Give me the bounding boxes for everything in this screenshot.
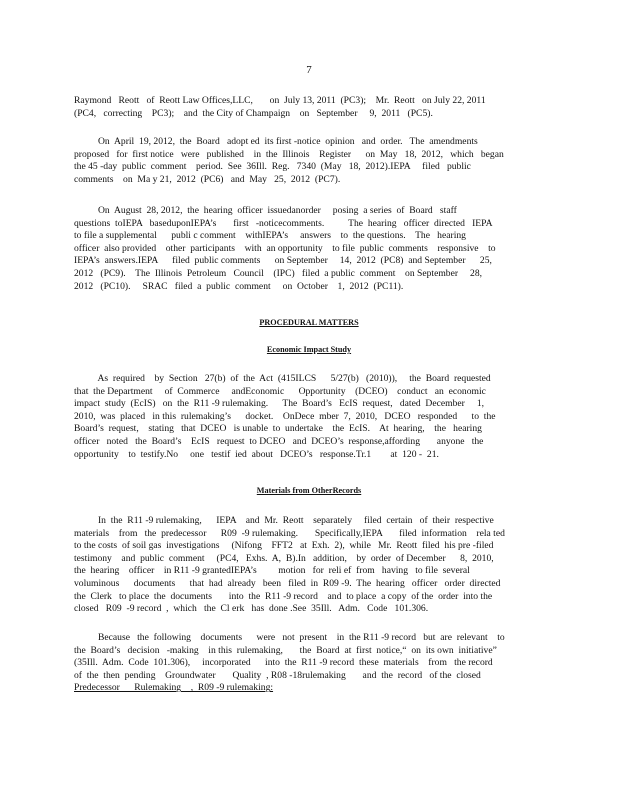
text-line: On April 19, 2012, the Board adopt ed its first -notice opinion and order. The amendments (74, 136, 478, 147)
text-line: the hearing officer in R11 -9 grantedIEPA’s motion for reli ef from having to file several (74, 565, 470, 577)
paragraph-hearing-officer-questions (74, 205, 544, 293)
text-line: the Clerk to place the documents into the R11 -9 record and to place a copy of the order into the (74, 590, 493, 602)
text-line: impact study (EcIS) on the R11 -9 rulemaking. The Board’s EcIS request, dated December 1, (74, 398, 485, 410)
paragraph-incorporated-documents (74, 632, 544, 695)
text-line: (35Ill. Adm. Code 101.306), incorporated into the R11 -9 record these materials from the record (74, 657, 493, 669)
text-line: materials from the predecessor R09 -9 rulemaking. Specifically,IEPA filed information rela ted (74, 527, 505, 539)
text-line: of the then pending Groundwater Quality , R08 -18rulemaking and the record of the closed (74, 669, 481, 681)
text-line: to file a supplemental publi c comment withIEPA’s answers to the questions. The hearing (74, 230, 466, 242)
paragraph-public-comments-continued (74, 95, 544, 120)
heading-procedural-matters (0, 318, 618, 327)
text-line: the Board’s decision -making in this rulemaking, the Board at first notice,“ on its own initiative” (74, 644, 497, 656)
text-line: Predecessor Rulemaking , R09 -9 rulemaking: (74, 682, 274, 694)
heading-text: PROCEDURAL MATTERS (259, 318, 359, 327)
text-line: to the costs of soil gas investigations (Nifong FFT2 at Exh. 2), while Mr. Reott filed his pre -filed (74, 540, 494, 552)
text-line: closed R09 -9 record , which the Cl erk has done .See 35Ill. Adm. Code 101.306. (74, 603, 429, 615)
paragraph-economic-impact-study (74, 373, 544, 461)
paragraph-first-notice (74, 136, 544, 186)
text-line: Because the following documents were not present in the R11 -9 record but are relevant to (74, 632, 505, 643)
heading-text: Materials from OtherRecords (256, 486, 362, 495)
text-line: 2010, was placed in this rulemaking’s docket. OnDece mber 7, 2010, DCEO responded to the (74, 410, 496, 422)
page-number: 7 (306, 64, 312, 76)
text-line: As required by Section 27(b) of the Act (415ILCS 5/27(b) (2010)), the Board requested (74, 373, 491, 384)
text-line: On August 28, 2012, the hearing officer issuedanorder posing a series of Board staff (74, 205, 457, 216)
text-line: 2012 (PC10). SRAC filed a public comment on October 1, 2012 (PC11). (74, 280, 404, 292)
text-line: officer noted the Board’s EcIS request to DCEO and DCEO’s response,affording anyone the (74, 435, 484, 447)
text-line: In the R11 -9 rulemaking, IEPA and Mr. Reott separately filed certain of their respective (74, 515, 494, 526)
heading-economic-impact-study (0, 345, 618, 354)
text-line: opportunity to testify.No one testif ied about DCEO’s response.Tr.1 at 120 - 21. (74, 448, 439, 460)
paragraph-materials-other-records (74, 515, 544, 616)
text-line: Board’s request, stating that DCEO is unable to undertake the EcIS. At hearing, the hearing (74, 423, 482, 435)
text-line: (PC4, correcting PC3); and the City of Champaign on September 9, 2011 (PC5). (74, 107, 433, 119)
text-line: 2012 (PC9). The Illinois Petroleum Council (IPC) filed a public comment on September 28, (74, 267, 483, 279)
text-line: comments on Ma y 21, 2012 (PC6) and May 25, 2012 (PC7). (74, 173, 341, 185)
text-line: proposed for first notice were published in the Illinois Register on May 18, 2012, which began (74, 148, 504, 160)
text-line: that the Department of Commerce andEconomic Opportunity (DCEO) conduct an economic (74, 385, 486, 397)
text-line: officer also provided other participants with an opportunity to file public comments responsive to (74, 242, 496, 254)
text-line: Raymond Reott of Reott Law Offices,LLC, on July 13, 2011 (PC3); Mr. Reott on July 22, 2011 (74, 95, 486, 106)
text-line: testimony and public comment (PC4, Exhs. A, B).In addition, by order of December 8, 2010, (74, 552, 494, 564)
text-line: voluminous documents that had already been filed in R09 -9. The hearing officer order directed (74, 577, 501, 589)
text-line: questions toIEPA baseduponIEPA’s first -noticecomments. The hearing officer directed IEPA (74, 217, 493, 229)
text-line: IEPA’s answers.IEPA filed public comments on September 14, 2012 (PC8) and September 25, (74, 255, 492, 267)
heading-materials-from-other-records (0, 486, 618, 495)
heading-text: Economic Impact Study (266, 345, 352, 354)
text-line: the 45 -day public comment period. See 36Ill. Reg. 7340 (May 18, 2012).IEPA filed public (74, 161, 471, 173)
